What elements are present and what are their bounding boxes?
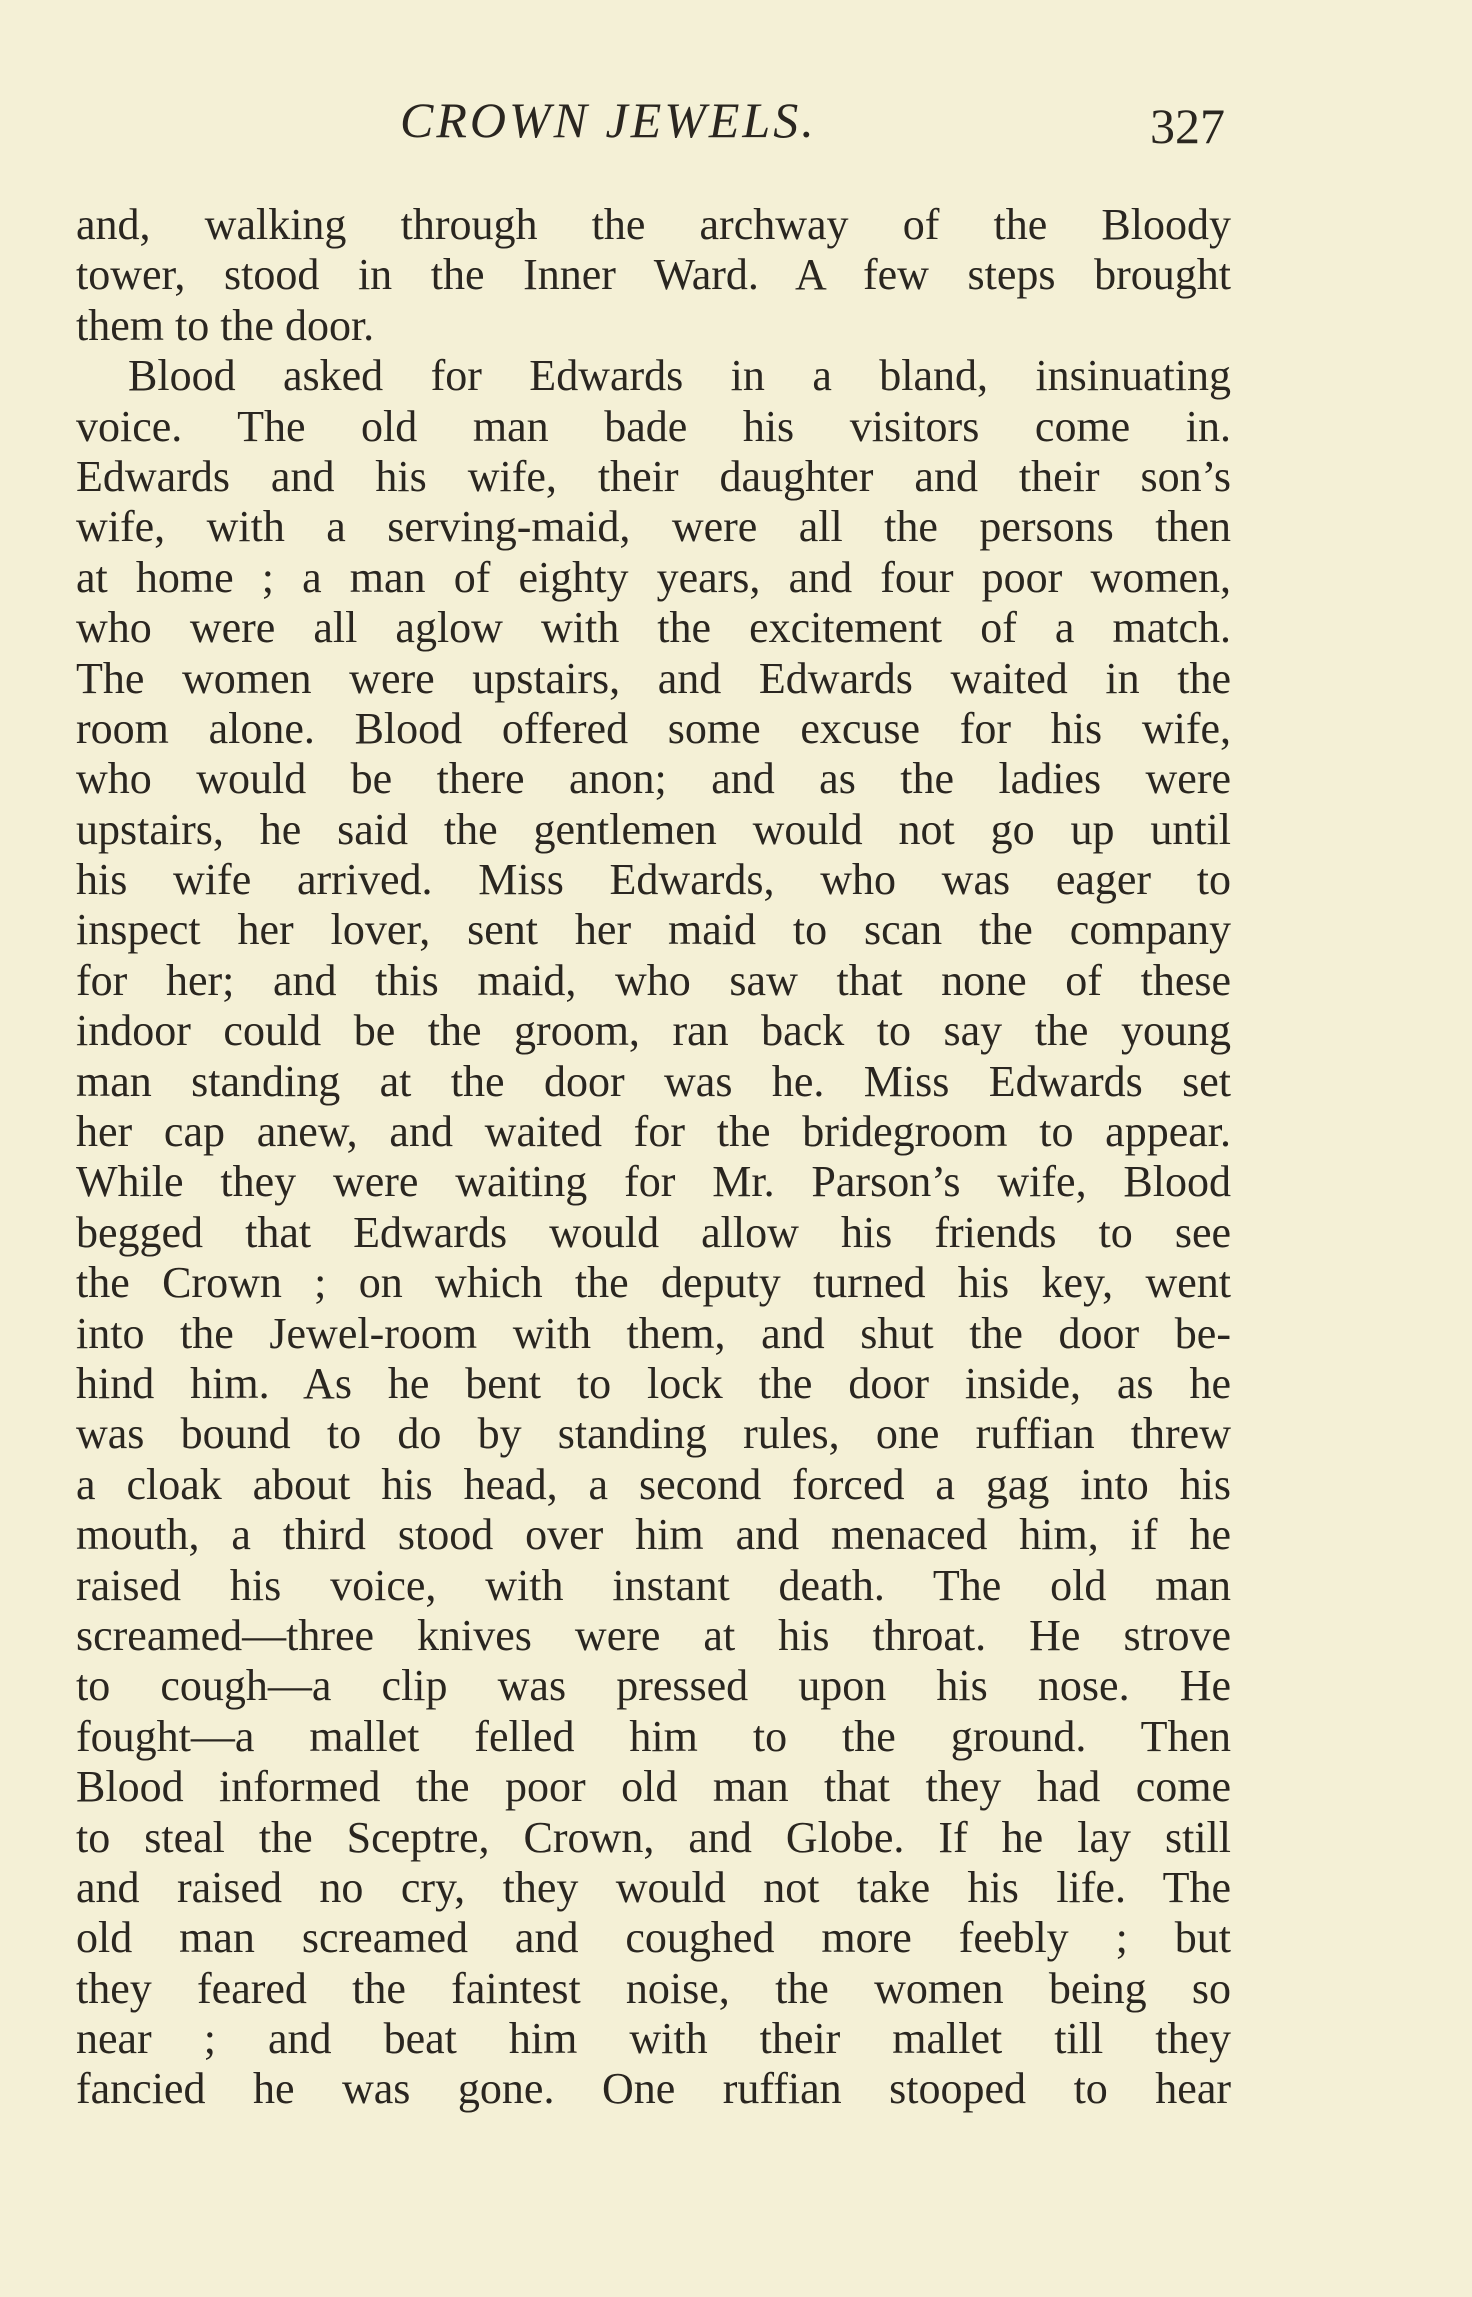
text-line: was bound to do by standing rules, one ruffian threw: [76, 1409, 1231, 1459]
text-line: raised his voice, with instant death. The old man: [76, 1560, 1231, 1610]
page-number: 327: [1150, 98, 1225, 154]
text-line: While they were waiting for Mr. Parson’s wife, Blood: [76, 1157, 1231, 1207]
text-line: who would be there anon; and as the ladies were: [76, 754, 1231, 804]
text-line: mouth, a third stood over him and menaced him, if he: [76, 1510, 1231, 1560]
text-line: tower, stood in the Inner Ward. A few steps brought: [76, 250, 1231, 300]
text-line: the Crown ; on which the deputy turned his key, went: [76, 1258, 1231, 1308]
text-line: room alone. Blood offered some excuse for his wife,: [76, 703, 1231, 753]
text-line: to steal the Sceptre, Crown, and Globe. If he lay still: [76, 1812, 1231, 1862]
text-line: his wife arrived. Miss Edwards, who was eager to: [76, 855, 1231, 905]
text-line: wife, with a serving-maid, were all the persons then: [76, 502, 1231, 552]
text-line: they feared the faintest noise, the women being so: [76, 1963, 1231, 2013]
text-line: into the Jewel-room with them, and shut the door be-: [76, 1308, 1231, 1358]
text-line: her cap anew, and waited for the bridegroom to appear.: [76, 1107, 1231, 1157]
text-line: man standing at the door was he. Miss Edwards set: [76, 1056, 1231, 1106]
text-line: fancied he was gone. One ruffian stooped to hear: [76, 2064, 1231, 2114]
text-line: begged that Edwards would allow his friends to see: [76, 1207, 1231, 1257]
text-line: for her; and this maid, who saw that none of these: [76, 955, 1231, 1005]
text-line: hind him. As he bent to lock the door inside, as he: [76, 1358, 1231, 1408]
text-line: and, walking through the archway of the Bloody: [76, 200, 1231, 249]
running-head: [0, 90, 1472, 154]
text-line: upstairs, he said the gentlemen would not go up until: [76, 804, 1231, 854]
text-line: a cloak about his head, a second forced a gag into his: [76, 1459, 1231, 1509]
running-title: CROWN JEWELS.: [400, 92, 817, 148]
text-line: Edwards and his wife, their daughter and their son’s: [76, 451, 1231, 501]
text-line: them to the door.: [76, 300, 375, 350]
body-text: [76, 200, 1231, 2115]
text-line: near ; and beat him with their mallet till they: [76, 2014, 1231, 2064]
text-line: screamed—three knives were at his throat. He strove: [76, 1610, 1231, 1660]
text-line: at home ; a man of eighty years, and four poor women,: [76, 552, 1231, 602]
text-line: The women were upstairs, and Edwards waited in the: [76, 653, 1231, 703]
text-line: who were all aglow with the excitement of a match.: [76, 603, 1231, 653]
text-line: and raised no cry, they would not take his life. The: [76, 1862, 1231, 1912]
text-line: voice. The old man bade his visitors come in.: [76, 401, 1231, 451]
text-line: to cough—a clip was pressed upon his nose. He: [76, 1661, 1231, 1711]
text-line: Blood asked for Edwards in a bland, insinuating: [128, 351, 1231, 401]
text-line: inspect her lover, sent her maid to scan the company: [76, 905, 1231, 955]
text-line: indoor could be the groom, ran back to say the young: [76, 1006, 1231, 1056]
text-line: fought—a mallet felled him to the ground. Then: [76, 1711, 1231, 1761]
text-line: old man screamed and coughed more feebly ; but: [76, 1913, 1231, 1963]
text-line: Blood informed the poor old man that they had come: [76, 1762, 1231, 1812]
